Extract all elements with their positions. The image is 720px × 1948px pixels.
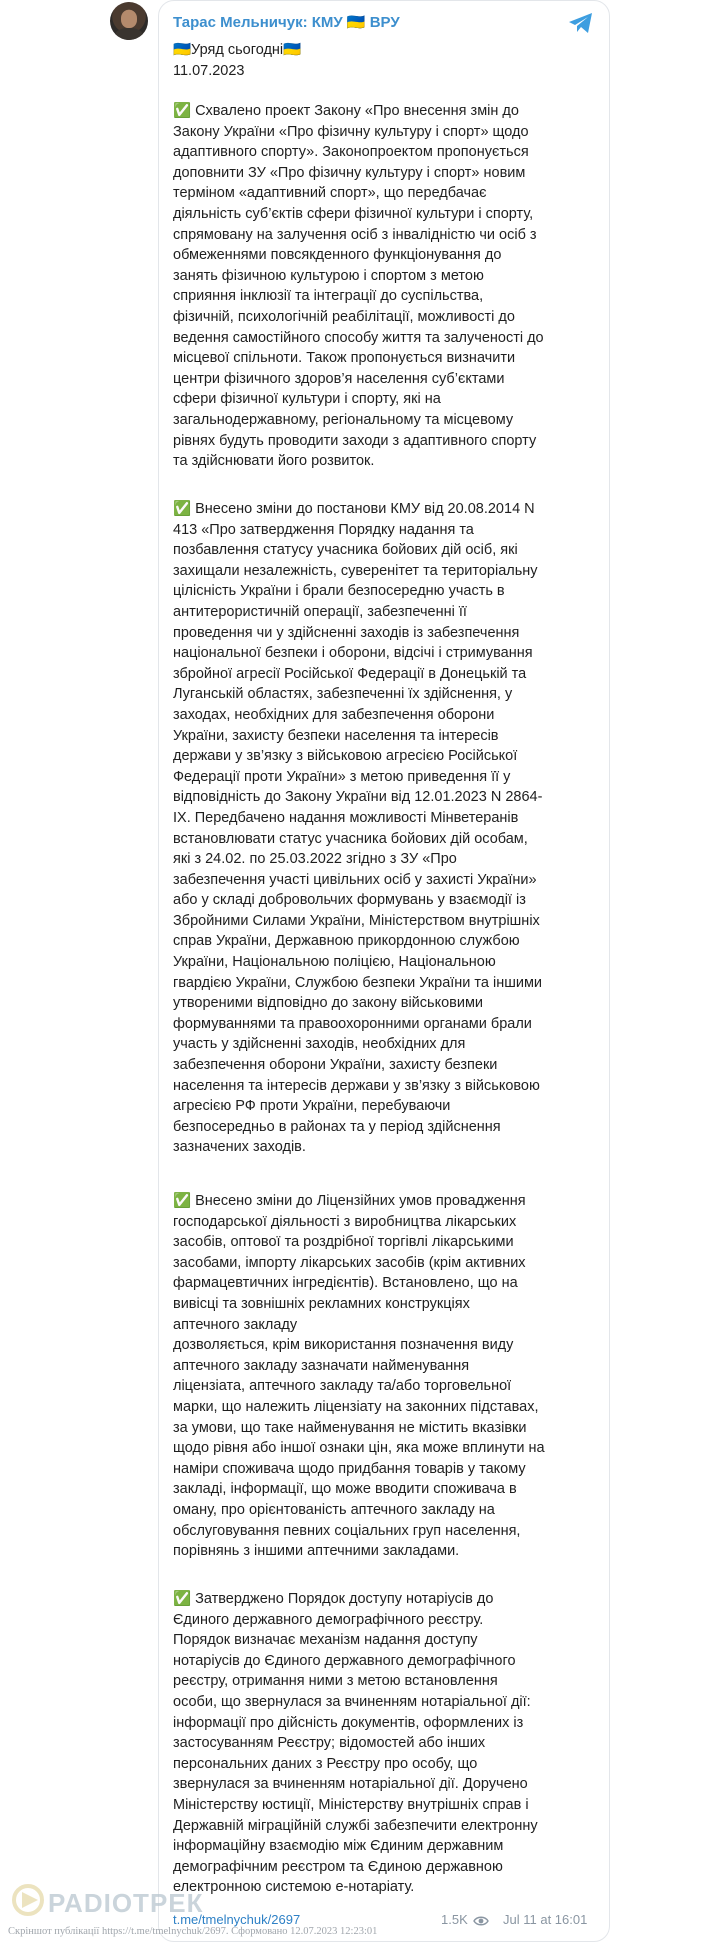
- eye-icon: [473, 1914, 489, 1928]
- view-count: 1.5K: [441, 1912, 468, 1927]
- post-author[interactable]: Тарас Мельничук: КМУ 🇺🇦 ВРУ: [173, 14, 400, 31]
- post-paragraph-1: ✅ Схвалено проект Закону «Про внесення змін до Закону України «Про фізичну культуру і спорт» щодо адаптивного спорту». Законопроектом пропонується доповнити ЗУ «Про фізичну культуру і спорт» новим терміном «адаптивний спорт», що передбачає діяльність суб’єктів сфери фізичної культури і спорту, спрямовану на залучення осіб з інвалідністю чи осіб з обмеженнями повсякденного функціонування до занять фізичною культурою і спортом з метою сприяння інклюзії та інтеграції до суспільства, фізичній, психологічній реабілітації, можливості до ведення самостійного способу життя та залученості до місцевої спільноти. Також пропонується визначити центри фізичного здоров’я населення суб’єктами сфери фізичної культури і спорту, які на загальнодержавному, регіональному та місцевому рівнях будуть проводити заходи з адаптивного спорту та здійснювати його розвиток.: [173, 103, 544, 470]
- footer-note: Скріншот публікації https://t.me/tmelnychuk/2697. Сформовано 12.07.2023 12:23:01: [8, 1926, 378, 1937]
- post-paragraph-4: ✅ Затверджено Порядок доступу нотаріусів до Єдиного державного демографічного реєстру. Порядок визначає механізм надання доступу нотаріусів до Єдиного державного демографічного реєстру, отримання ними з метою встановлення особи, що звернулася за вчиненням нотаріальної дії: інформації про дійсність документів, оформлених із застосуванням Реєстру; відомостей або інших персональних даних з Реєстру про особу, що звернулася за вчиненням нотаріальної дії. Доручено Міністерству юстиції, Міністерству внутрішніх справ і Державній міграційній службі забезпечити електронну інформаційну взаємодію між Єдиним державним демографічним реєстром та Єдиною державною електронною системою е-нотаріату.: [173, 1591, 538, 1896]
- post-timestamp[interactable]: Jul 11 at 16:01: [503, 1912, 588, 1927]
- post-paragraph-2: ✅ Внесено зміни до постанови КМУ від 20.08.2014 N 413 «Про затвердження Порядку надання та позбавлення статусу учасника бойових дій осіб, які захищали незалежність, суверенітет та територіальну цілісність України і брали безпосередню участь в антитерористичній операції, забезпеченні її проведення чи у здійсненні заходів із забезпечення національної безпеки і оборони, відсічі і стримування збройної агресії Російської Федерації в Донецькій та Луганській областях, забезпеченні їх здійснення, у заходах, необхідних для забезпечення оборони України, захисту безпеки населення та інтересів держави у зв’язку з військовою агресією Російської Федерації проти України» з метою приведення її у відповідність до Закону України від 12.01.2023 N 2864- IX. Передбачено надання можливості Мінветеранів встановлювати статус учасника бойових дій особам, які з 24.02. по 25.03.2022 згідно з ЗУ «Про забезпечення участі цивільних осіб у захисті України» або у складі добровольчих формувань у взаємодії із Збройними Силами України, Міністерством внутрішніх справ України, Державною прикордонною службою України, Національною поліцією, Національною гвардією України, Службою безпеки України та іншими утвореними відповідно до закону військовими формуваннями та правоохоронними органами брали участь у здійсненні заходів, необхідних для забезпечення оборони України, захисту безпеки населення та інтересів держави у зв’язку з військовою агресією РФ проти України, перебуваючи безпосередньо в районах та у період здійснення зазначених заходів.: [173, 501, 543, 1156]
- telegram-icon[interactable]: [568, 12, 594, 34]
- post-link[interactable]: t.me/tmelnychuk/2697: [173, 1912, 301, 1927]
- author-avatar[interactable]: [110, 2, 148, 40]
- post-paragraph-3: ✅ Внесено зміни до Ліцензійних умов провадження господарської діяльності з виробництва лікарських засобів, оптової та роздрібної торгівлі лікарськими засобами, імпорту лікарських засобів (крім активних фармацевтичних інгредієнтів). Встановлено, що на вивісці та зовнішніх рекламних конструкціях аптечного закладу дозволяється, крім використання позначення виду аптечного закладу зазначати найменування ліцензіата, аптечного закладу та/або торговельної марки, що належить ліцензіату на законних підставах, за умови, що таке найменування не містить вказівки щодо рівня або іншої ознаки цін, яка може вплинути на наміри споживача щодо придбання товарів у такому закладі, інформації, що може вводити споживача в оману, про орієнтованість аптечного закладу на обслуговування певних соціальних груп населення, порівнянь з іншими аптечними закладами.: [173, 1193, 545, 1560]
- watermark-text: РАDIOТРЕК: [48, 1888, 204, 1918]
- post-date-header: 🇺🇦Уряд сьогодні🇺🇦 11.07.2023: [173, 42, 302, 79]
